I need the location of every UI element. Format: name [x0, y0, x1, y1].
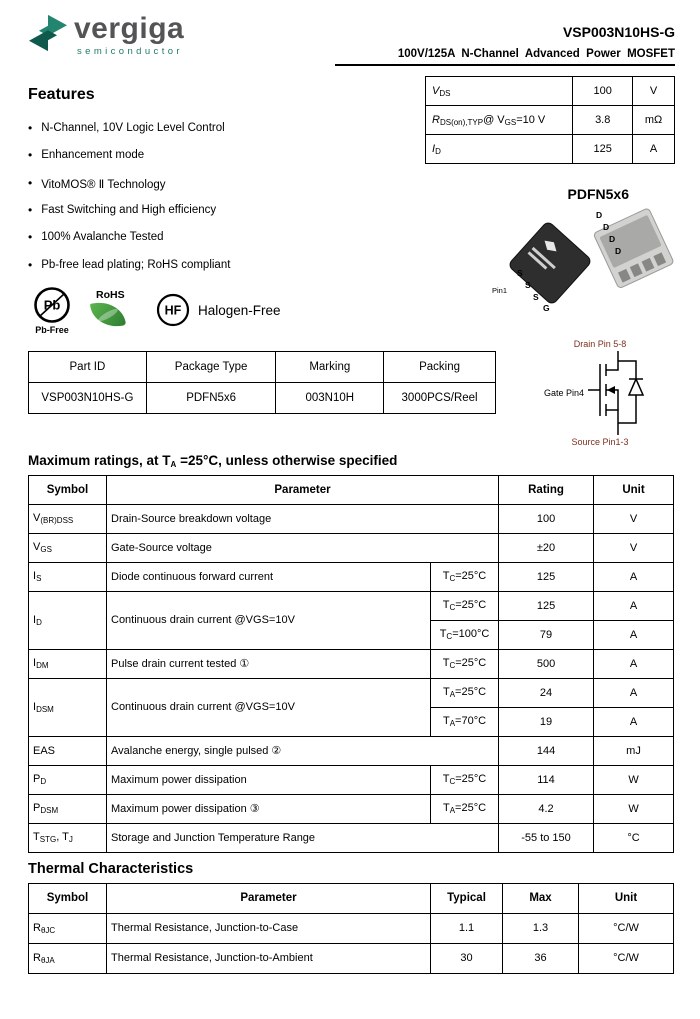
rating-cell: 19	[499, 707, 594, 736]
package-photo	[413, 206, 675, 334]
table-row	[29, 591, 674, 620]
parameter-cell: Continuous drain current @VGS=10V	[107, 591, 431, 649]
rating-cell: 79	[499, 620, 594, 649]
mosfet-symbol-diagram	[525, 339, 675, 447]
rating-cell: 4.2	[499, 794, 594, 823]
spec-param-cell: $R_{DS(on),TYP}@$ $V_{GS}=10$ V	[426, 106, 573, 135]
heading-sub: A	[170, 459, 177, 469]
pin-label-source: S	[525, 280, 531, 290]
part-id-cell: VSP003N10HS-G	[29, 382, 147, 413]
pin-label-source: S	[517, 268, 523, 278]
max-cell: 1.3	[503, 913, 579, 943]
condition-cell: $T_A=25^\circ C$	[431, 678, 499, 707]
rating-cell: 114	[499, 765, 594, 794]
parameter-cell: Continuous drain current @VGS=10V	[107, 678, 431, 736]
column-header: Packing	[384, 351, 496, 382]
pin-label-drain: D	[609, 234, 616, 244]
symbol-cell: $I_S$	[29, 562, 107, 591]
brand-name: vergiga	[74, 12, 185, 45]
brand-tagline: semiconductor	[77, 46, 183, 57]
unit-cell: °C	[594, 823, 674, 852]
column-header: Typical	[431, 883, 503, 913]
column-header: Parameter	[107, 883, 431, 913]
feature-text: • Pb-free lead plating; RoHS compliant	[41, 258, 231, 271]
column-header: Rating	[499, 475, 594, 504]
halogen-free-label: Halogen-Free	[198, 302, 281, 318]
table-row	[29, 765, 674, 794]
symbol-cell: $V_{(BR)DSS}$	[29, 504, 107, 533]
pin-label-drain: D	[615, 246, 622, 256]
svg-text:Pb: Pb	[43, 297, 61, 313]
features-heading: Features	[28, 86, 95, 103]
column-header: Marking	[276, 351, 384, 382]
table-row	[29, 678, 674, 707]
rating-cell: 144	[499, 736, 594, 765]
unit-cell: °C/W	[579, 943, 674, 973]
table-row	[29, 382, 496, 413]
pb-free-badge	[28, 286, 76, 335]
spec-value-cell: 3.8	[573, 106, 633, 135]
source-pin-label: Source Pin1-3	[571, 436, 629, 447]
symbol-cell: $I_{DSM}$	[29, 678, 107, 736]
table-row	[426, 135, 675, 164]
mosfet-symbol-row	[525, 349, 675, 437]
list-item	[28, 149, 413, 163]
column-header: Unit	[594, 475, 674, 504]
parameter-cell: Storage and Junction Temperature Range	[107, 823, 499, 852]
pin-label-drain: D	[603, 222, 610, 232]
mid-section	[28, 339, 675, 447]
list-item	[28, 231, 413, 245]
unit-cell: °C/W	[579, 913, 674, 943]
spec-unit-cell: mΩ	[633, 106, 675, 135]
symbol-cell: $I_{DM}$	[29, 649, 107, 678]
feature-text: • 100% Avalanche Tested	[41, 231, 164, 244]
max-cell: 36	[503, 943, 579, 973]
unit-cell: A	[594, 707, 674, 736]
feature-text: • Fast Switching and High efficiency	[41, 204, 217, 217]
unit-cell: mJ	[594, 736, 674, 765]
halogen-free-badge	[156, 293, 281, 327]
rohs-badge	[82, 286, 138, 334]
pin-label-drain: D	[596, 210, 603, 220]
unit-cell: W	[594, 794, 674, 823]
column-header: Max	[503, 883, 579, 913]
unit-cell: W	[594, 765, 674, 794]
column-header: Package Type	[146, 351, 276, 382]
parameter-cell: Drain-Source breakdown voltage	[107, 504, 499, 533]
parameter-cell: Gate-Source voltage	[107, 533, 499, 562]
rating-cell: -55 to 150	[499, 823, 594, 852]
spec-unit-cell: A	[633, 135, 675, 164]
symbol-cell: EAS	[29, 736, 107, 765]
typical-cell: 1.1	[431, 913, 503, 943]
features-column	[28, 74, 413, 335]
drain-pin-label: Drain Pin 5-8	[573, 338, 627, 349]
max-ratings-heading	[28, 453, 675, 469]
package-name: PDFN5x6	[567, 186, 629, 202]
thermal-table	[28, 883, 674, 974]
column-header: Symbol	[29, 883, 107, 913]
column-header: Unit	[579, 883, 674, 913]
spec-param-cell: $V_{DS}$	[426, 77, 573, 106]
brand-text	[74, 14, 184, 57]
list-item	[28, 177, 413, 191]
thermal-heading: Thermal Characteristics	[28, 860, 194, 877]
unit-cell: A	[594, 649, 674, 678]
ordering-table	[28, 351, 496, 414]
table-row	[426, 106, 675, 135]
parameter-cell: Thermal Resistance, Junction-to-Case	[107, 913, 431, 943]
unit-cell: V	[594, 533, 674, 562]
table-row	[29, 533, 674, 562]
table-row	[29, 913, 674, 943]
rohs-label: RoHS	[96, 289, 125, 302]
pin-label-source: S	[533, 292, 539, 302]
pb-free-icon	[33, 286, 71, 324]
parameter-cell: Thermal Resistance, Junction-to-Ambient	[107, 943, 431, 973]
symbol-cell: $I_D$	[29, 591, 107, 649]
table-row	[29, 883, 674, 913]
parameter-cell: Maximum power dissipation ③	[107, 794, 431, 823]
symbol-cell: $V_{GS}$	[29, 533, 107, 562]
summary-column	[413, 74, 675, 335]
rating-cell: 24	[499, 678, 594, 707]
package-graphic	[413, 206, 675, 334]
spec-unit-cell: V	[633, 77, 675, 106]
feature-text: • Enhancement mode	[41, 149, 145, 162]
max-ratings-table	[28, 475, 674, 853]
unit-cell: A	[594, 678, 674, 707]
unit-cell: A	[594, 620, 674, 649]
document-subtitle: 100V/125A N-Channel Advanced Power MOSFET	[335, 48, 675, 66]
rating-cell: 125	[499, 562, 594, 591]
feature-text: • VitoMOS® Ⅱ Technology	[41, 178, 166, 191]
heading-text: Maximum ratings, at T	[28, 452, 171, 468]
table-row	[29, 823, 674, 852]
list-item	[28, 259, 413, 273]
mosfet-symbol-icon	[586, 349, 656, 437]
pb-free-label: Pb-Free	[35, 324, 69, 335]
symbol-cell: $R_{\theta JC}$	[29, 913, 107, 943]
table-row	[426, 77, 675, 106]
header	[28, 14, 675, 66]
symbol-cell: $T_{STG}$, $T_J$	[29, 823, 107, 852]
spec-value-cell: 125	[573, 135, 633, 164]
heading-text: =25°C, unless otherwise specified	[176, 452, 398, 468]
parameter-cell: Avalanche energy, single pulsed ②	[107, 736, 499, 765]
table-row	[29, 562, 674, 591]
parameter-cell: Pulse drain current tested ①	[107, 649, 431, 678]
rating-cell: ±20	[499, 533, 594, 562]
brand-logo	[28, 14, 184, 57]
column-header: Part ID	[29, 351, 147, 382]
table-row	[29, 736, 674, 765]
part-number: VSP003N10HS-G	[562, 24, 675, 40]
condition-cell: $T_C=25^\circ C$	[431, 562, 499, 591]
table-row	[29, 475, 674, 504]
list-item	[28, 204, 413, 218]
rating-cell: 125	[499, 591, 594, 620]
symbol-cell: $P_{DSM}$	[29, 794, 107, 823]
feature-list	[28, 122, 413, 272]
unit-cell: A	[594, 591, 674, 620]
marking-cell: 003N10H	[276, 382, 384, 413]
rating-cell: 500	[499, 649, 594, 678]
package-type-cell: PDFN5x6	[146, 382, 276, 413]
vergiga-logo-icon	[28, 14, 68, 52]
spec-value-cell: 100	[573, 77, 633, 106]
symbol-cell: $R_{\theta JA}$	[29, 943, 107, 973]
halogen-free-icon	[156, 293, 190, 327]
feature-text: • N-Channel, 10V Logic Level Control	[41, 122, 225, 134]
key-spec-table	[425, 76, 675, 164]
svg-text:HF: HF	[164, 303, 182, 318]
condition-cell: $T_A=70^\circ C$	[431, 707, 499, 736]
top-section	[28, 74, 675, 335]
rating-cell: 100	[499, 504, 594, 533]
table-row	[29, 351, 496, 382]
column-header: Parameter	[107, 475, 499, 504]
condition-cell: $T_C=25^\circ C$	[431, 591, 499, 620]
symbol-cell: $P_D$	[29, 765, 107, 794]
condition-cell: $T_C=25^\circ C$	[431, 649, 499, 678]
compliance-badges	[28, 286, 413, 335]
gate-pin-label: Gate Pin4	[543, 387, 585, 398]
condition-cell: $T_A=25^\circ C$	[431, 794, 499, 823]
rohs-leaf-icon	[90, 299, 126, 331]
pin-label-gate: G	[543, 303, 550, 313]
header-right	[335, 14, 675, 66]
table-row	[29, 943, 674, 973]
spec-param-cell: $I_D$	[426, 135, 573, 164]
unit-cell: A	[594, 562, 674, 591]
column-header: Symbol	[29, 475, 107, 504]
pin1-label: Pin1	[492, 286, 508, 295]
condition-cell: $T_C=100^\circ C$	[431, 620, 499, 649]
parameter-cell: Diode continuous forward current	[107, 562, 431, 591]
table-row	[29, 649, 674, 678]
table-row	[29, 504, 674, 533]
packing-cell: 3000PCS/Reel	[384, 382, 496, 413]
list-item	[28, 122, 413, 136]
condition-cell: $T_C=25^\circ C$	[431, 765, 499, 794]
table-row	[29, 794, 674, 823]
unit-cell: V	[594, 504, 674, 533]
typical-cell: 30	[431, 943, 503, 973]
parameter-cell: Maximum power dissipation	[107, 765, 431, 794]
